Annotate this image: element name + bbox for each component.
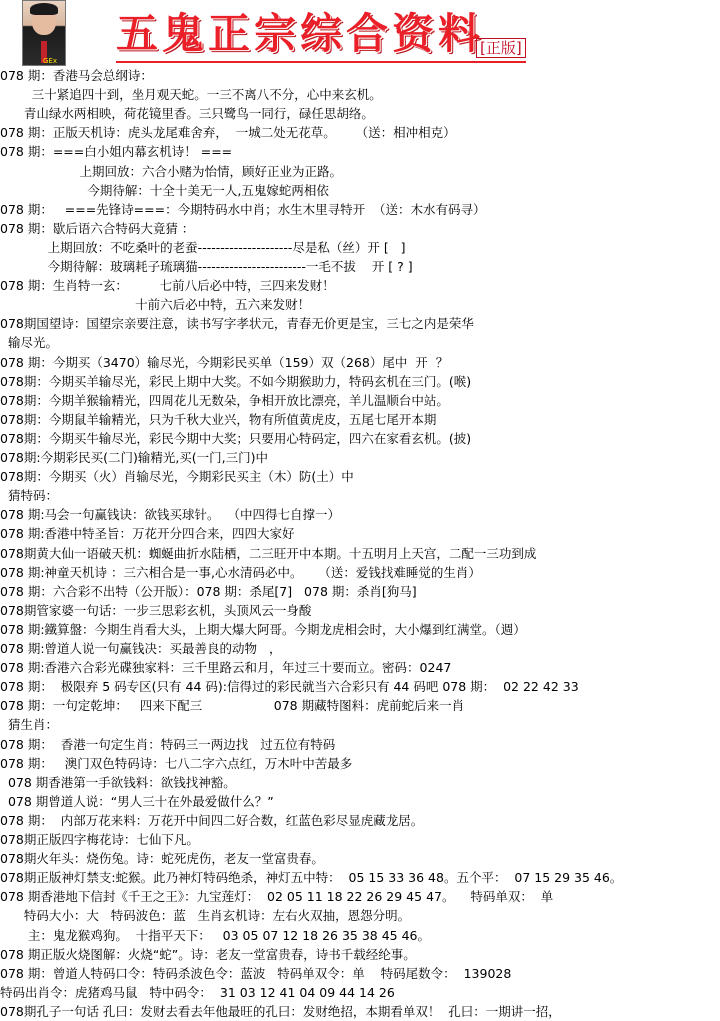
text-line: 078期:今期彩民买(二门)输精光,买(一门,三门)中 xyxy=(0,450,269,465)
text-line: 青山绿水两相映，荷花镜里香。三只鹭鸟一同行，碌任思胡络。 xyxy=(0,106,374,122)
text-line: 078 期： 内部万花来料：万花开中间四二好合数，红蓝色彩尽显虎藏龙居。 xyxy=(0,812,424,828)
text-line: 078期火年头：烧伤兔。诗：蛇死虎伤，老友一堂富贵春。 xyxy=(0,851,324,867)
avatar-watermark: GEx xyxy=(43,57,57,65)
text-line: 078期孔子一句话 孔曰：发财去看去年他最旺的孔曰：发财绝招，本期看单双！ 孔曰：一期讲一招， xyxy=(0,1003,561,1019)
text-line: 078 期：一句定乾坤： 四来下配三 078 期藏特图料：虎前蛇后来一肖 xyxy=(0,698,465,714)
text-line: 078期管家婆一句话：一步三思彩玄机，头顶风云一身酸 xyxy=(0,602,312,618)
text-line: 078期正版神灯禁支:蛇猴。此乃神灯特码绝杀，神灯五中特： 05 15 33 36 48。五个平： 07 15 29 35 46。 xyxy=(0,870,623,886)
text-line: 078 期：歇后语六合特码大竟猜 ： xyxy=(0,220,195,236)
text-line: 猜生肖： xyxy=(0,717,58,733)
text-line: 今期待解：玻璃耗子琉璃猫------------------------一毛不拔 开 [ ? ] xyxy=(0,259,413,274)
text-line: 078 期： 极限弃 5 码专区(只有 44 码):信得过的彩民就当六合彩只有 44 码吧 078 期： 02 22 42 33 xyxy=(0,679,579,695)
text-line: 078 期香港第一手欲钱料：欲钱找神豁。 xyxy=(0,774,236,790)
text-line: 078 期：曾道人特码口令：特码杀波色令：蓝波 特码单双令：单 特码尾数令： 139028 xyxy=(0,965,512,981)
text-line: 今期待解：十全十美无一人,五鬼嫁蛇两相依 xyxy=(0,182,329,198)
text-line: 078 期： ===先锋诗===：今期特码水中肖；水生木里寻特开 （送：木水有码寻） xyxy=(0,201,486,217)
text-line: 三十紧追四十到，坐月观天蛇。一三不离八不分，心中来玄机。 xyxy=(0,87,382,103)
text-line: 078期：今期买牛输尽光，彩民今期中大奖；只要用心特码定，四六在家看玄机。(披) xyxy=(0,430,472,446)
version-badge: [正版] xyxy=(476,38,526,58)
text-line: 上期回放：六合小赌为怡情，顾好正业为正路。 xyxy=(0,163,342,179)
text-line: 输尽光。 xyxy=(0,335,58,351)
text-line: 078期国望诗：国望宗亲要注意，读书写字孝状元，青春无价更是宝，三七之内是荣华 xyxy=(0,316,474,332)
text-line: 078 期：今期买（3470）输尽光，今期彩民买单（159）双（268）尾中 开 ？ xyxy=(0,354,449,370)
text-line: 078 期：===白小姐内幕玄机诗！ === xyxy=(0,144,233,160)
text-line: 078 期:香港中特圣旨：万花开分四合来，四四大家好 xyxy=(0,526,295,542)
text-line: 078期：今期羊猴输精光，四周花儿无数朵，争相开放比漂亮，羊儿温顺台中站。 xyxy=(0,392,449,408)
text-line: 主：鬼龙猴鸡狗。 十指平天下： 03 05 07 12 18 26 35 38 45 46。 xyxy=(0,927,430,943)
text-line: 078 期：香港马会总纲诗： xyxy=(0,68,153,83)
avatar xyxy=(22,0,66,66)
text-line: 特码大小：大 特码波色：蓝 生肖玄机诗：左右火双抽，恩怨分明。 xyxy=(0,908,411,924)
text-line: 078期：今期买羊输尽光，彩民上期中大奖。不如今期猴助力，特码玄机在三门。(喉) xyxy=(0,373,472,389)
text-line: 078 期:马会一句赢钱诀：欲钱买球针。 （中四得七自撑一） xyxy=(0,507,340,523)
title-underline xyxy=(116,61,526,63)
text-line: 078 期:鐵算盤：今期生肖看大头，上期大爆大阿哥。今期龙虎相会时，大小爆到红满堂。（週） xyxy=(0,621,526,637)
text-line: 猜特码： xyxy=(0,488,58,504)
text-line: 078期：今期买（火）肖输尽光，今期彩民买主（木）防(土）中 xyxy=(0,469,354,485)
text-line: 078 期曾道人说：“男人三十在外最爱做什么？” xyxy=(0,793,274,809)
page-header xyxy=(0,0,720,66)
text-line: 078 期:香港六合彩光碟独家料：三千里路云和月，年过三十要而立。密码：0247 xyxy=(0,660,452,676)
text-line: 078 期正版火烧图解：火烧“蛇”。诗：老友一堂富贵春，诗书千载经纶事。 xyxy=(0,946,416,962)
text-line: 078 期：六合彩不出特（公开版）：078 期：杀尾[7] 078 期：杀肖[狗马] xyxy=(0,583,417,599)
text-line: 078 期:曾道人说一句赢钱决：买最善良的动物 ， xyxy=(0,641,282,656)
text-line: 特码出肖令：虎猪鸡马鼠 特中码令： 31 03 12 41 04 09 44 14 26 xyxy=(0,984,395,1000)
text-line: 078 期香港地下信封《千王之王》：九宝莲灯： 02 05 11 18 22 26 29 45 47。 特码单双： 单 xyxy=(0,889,554,905)
text-line: 078 期： 澳门双色特码诗：七八二字六点红，万木叶中苦最多 xyxy=(0,755,353,771)
text-line: 078期正版四字梅花诗：七仙下凡。 xyxy=(0,832,199,847)
page-title: 五鬼正宗综合资料 xyxy=(116,9,485,58)
text-line: 078 期：生肖特一玄： 七前八后必中特，三四来发财！ xyxy=(0,278,335,294)
avatar-hair xyxy=(30,3,58,15)
text-line: 上期回放：不吃桑叶的老蚕---------------------尽是私（丝）开 [ ] xyxy=(0,239,406,255)
text-line: 十前六后必中特，五六来发财！ xyxy=(0,297,311,313)
text-line: 078 期:神童天机诗 ：三六相合是一事,心水清码必中。 （送：爱钱找难睡觉的生肖） xyxy=(0,564,481,580)
text-line: 078期黄大仙一语破天机：蜘蜒曲折水陆栖，二三旺开中本期。十五明月上天宫，二配一三功到成 xyxy=(0,545,537,561)
text-line: 078 期： 香港一句定生肖：特码三一两边找 过五位有特码 xyxy=(0,736,336,752)
text-line: 078期：今期鼠羊输精光，只为千秋大业兴，物有所值黄虎皮，五尾七尾开本期 xyxy=(0,411,437,427)
text-line: 078 期：正版天机诗：虎头龙尾难舍弃， 一城二处无花草。 （送：相冲相克） xyxy=(0,125,456,141)
